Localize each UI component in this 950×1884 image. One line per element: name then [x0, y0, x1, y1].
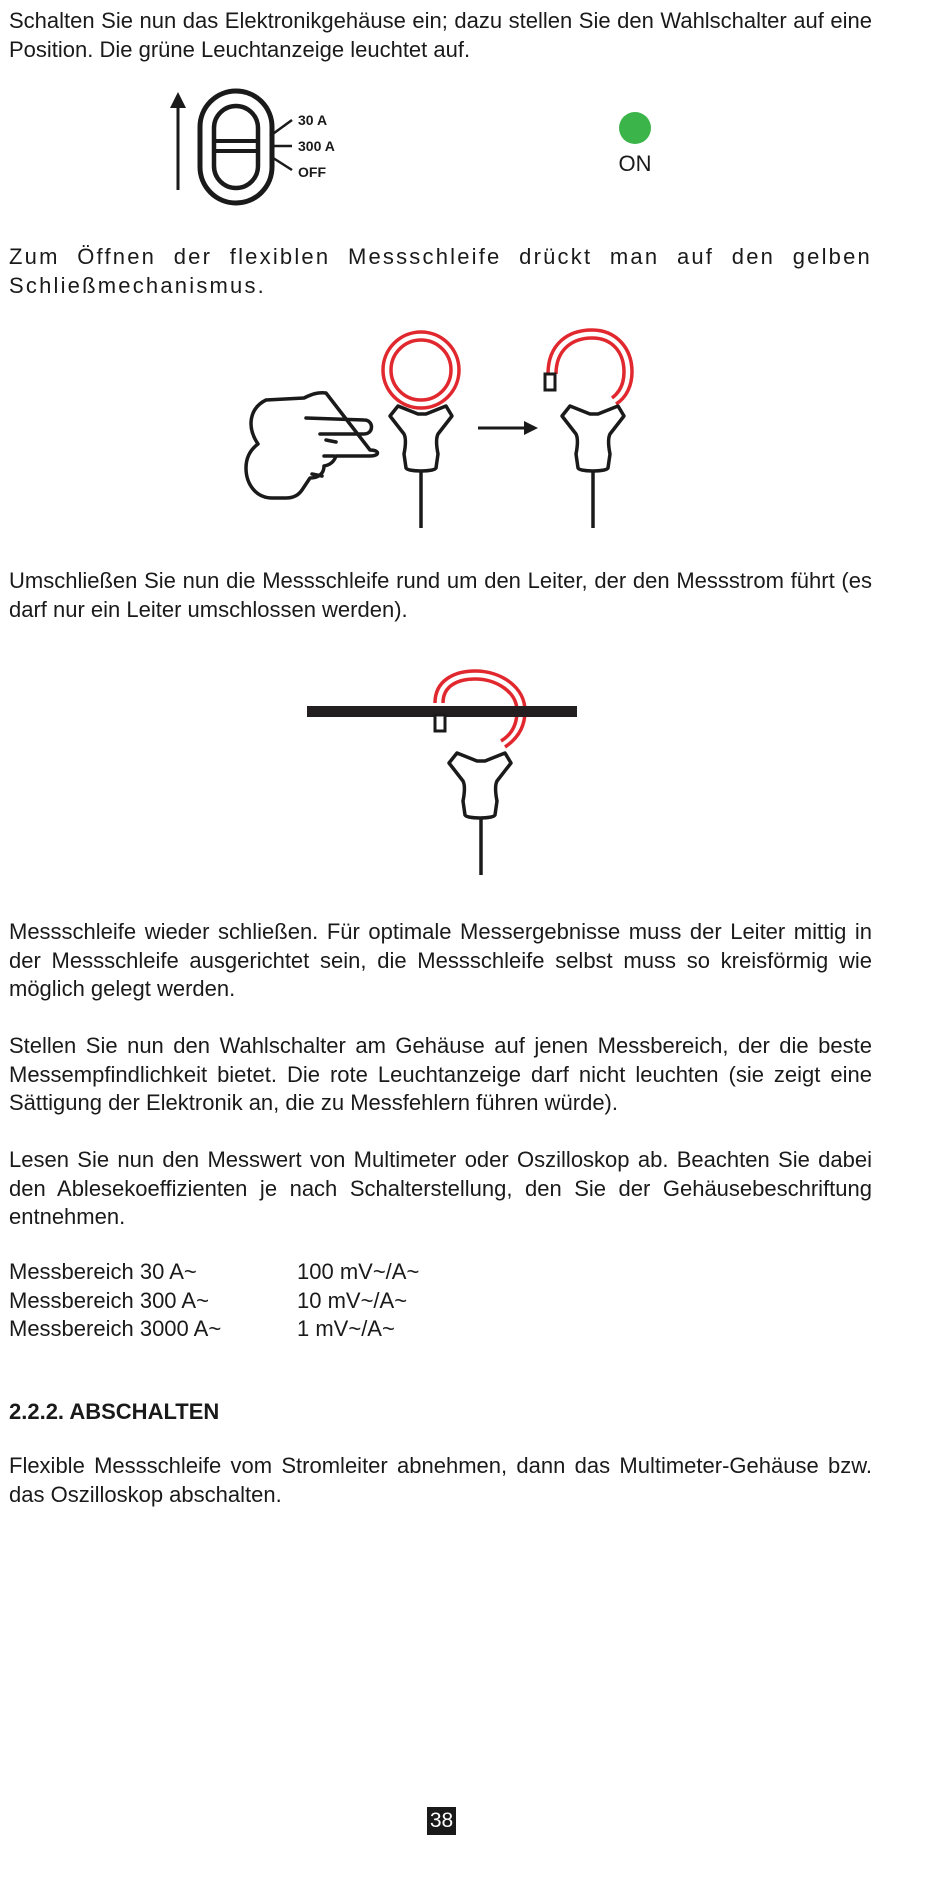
instruction-switch-off: Flexible Messschleife vom Stromleiter abnehmen, dann das Multimeter-Gehäuse bzw. das Oszilloskop abschalten.: [9, 1453, 872, 1507]
open-loop-figure: [240, 322, 650, 530]
switch-body-icon: [200, 91, 292, 203]
range-row: [9, 1258, 419, 1287]
range-name: Messbereich 30 A~: [9, 1259, 197, 1284]
page-number: 38: [427, 1807, 456, 1835]
led-indicator-figure: [605, 110, 665, 180]
instruction-enclose-conductor: Umschließen Sie nun die Messschleife rund um den Leiter, der den Messstrom führt (es darf nur ein Leiter umschlossen werden).: [9, 568, 872, 622]
pointing-hand-icon: [246, 393, 378, 498]
range-name: Messbereich 3000 A~: [9, 1316, 222, 1341]
opened-loop-icon: [545, 330, 632, 528]
up-arrow-icon: [170, 92, 186, 190]
section-heading: 2.2.2. ABSCHALTEN: [9, 1399, 220, 1424]
instruction-open-loop: Zum Öffnen der flexiblen Messschleife drückt man auf den gelben Schließmechanismus.: [9, 244, 872, 298]
range-value: 1 mV~/A~: [297, 1316, 395, 1341]
switch-label-300a: 300 A: [298, 138, 335, 154]
loop-head-icon: [449, 753, 511, 818]
instruction-read-value: Lesen Sie nun den Messwert von Multimeter oder Oszilloskop ab. Beachten Sie dabei den Ablesekoeffizienten je nach Schalterstellung, den Sie der Gehäusebeschriftung entnehmen.: [9, 1147, 872, 1229]
switch-label-off: OFF: [298, 164, 326, 180]
instruction-switch-on: Schalten Sie nun das Elektronikgehäuse ein; dazu stellen Sie den Wahlschalter auf eine Position. Die grüne Leuchtanzeige leuchtet auf.: [9, 8, 872, 62]
range-row: [9, 1315, 419, 1344]
switch-label-30a: 30 A: [298, 112, 328, 128]
right-arrow-icon: [478, 421, 538, 435]
selector-switch-figure: [160, 86, 370, 208]
range-row: [9, 1287, 419, 1316]
green-led-icon: [619, 112, 651, 144]
instruction-close-loop: Messschleife wieder schließen. Für optimale Messergebnisse muss der Leiter mittig in der Messschleife ausgerichtet sein, die Messschleife selbst muss so kreisförmig wie möglich gelegt werden.: [9, 919, 872, 1001]
range-value: 10 mV~/A~: [297, 1287, 408, 1313]
range-value: 100 mV~/A~: [297, 1259, 420, 1284]
closed-loop-icon: [383, 332, 459, 528]
range-name: Messbereich 300 A~: [9, 1287, 209, 1313]
loop-clasp-icon: [435, 715, 445, 731]
led-label: ON: [618, 151, 652, 176]
instruction-select-range: Stellen Sie nun den Wahlschalter am Gehäuse auf jenen Messbereich, der die beste Messempfindlichkeit bietet. Die rote Leuchtanzeige darf nicht leuchten (sie zeigt eine Sättigung der Elektronik an, die zu Messfehlern führen würde).: [9, 1033, 872, 1115]
range-table: [9, 1258, 419, 1344]
loop-around-conductor-figure: [305, 665, 585, 877]
